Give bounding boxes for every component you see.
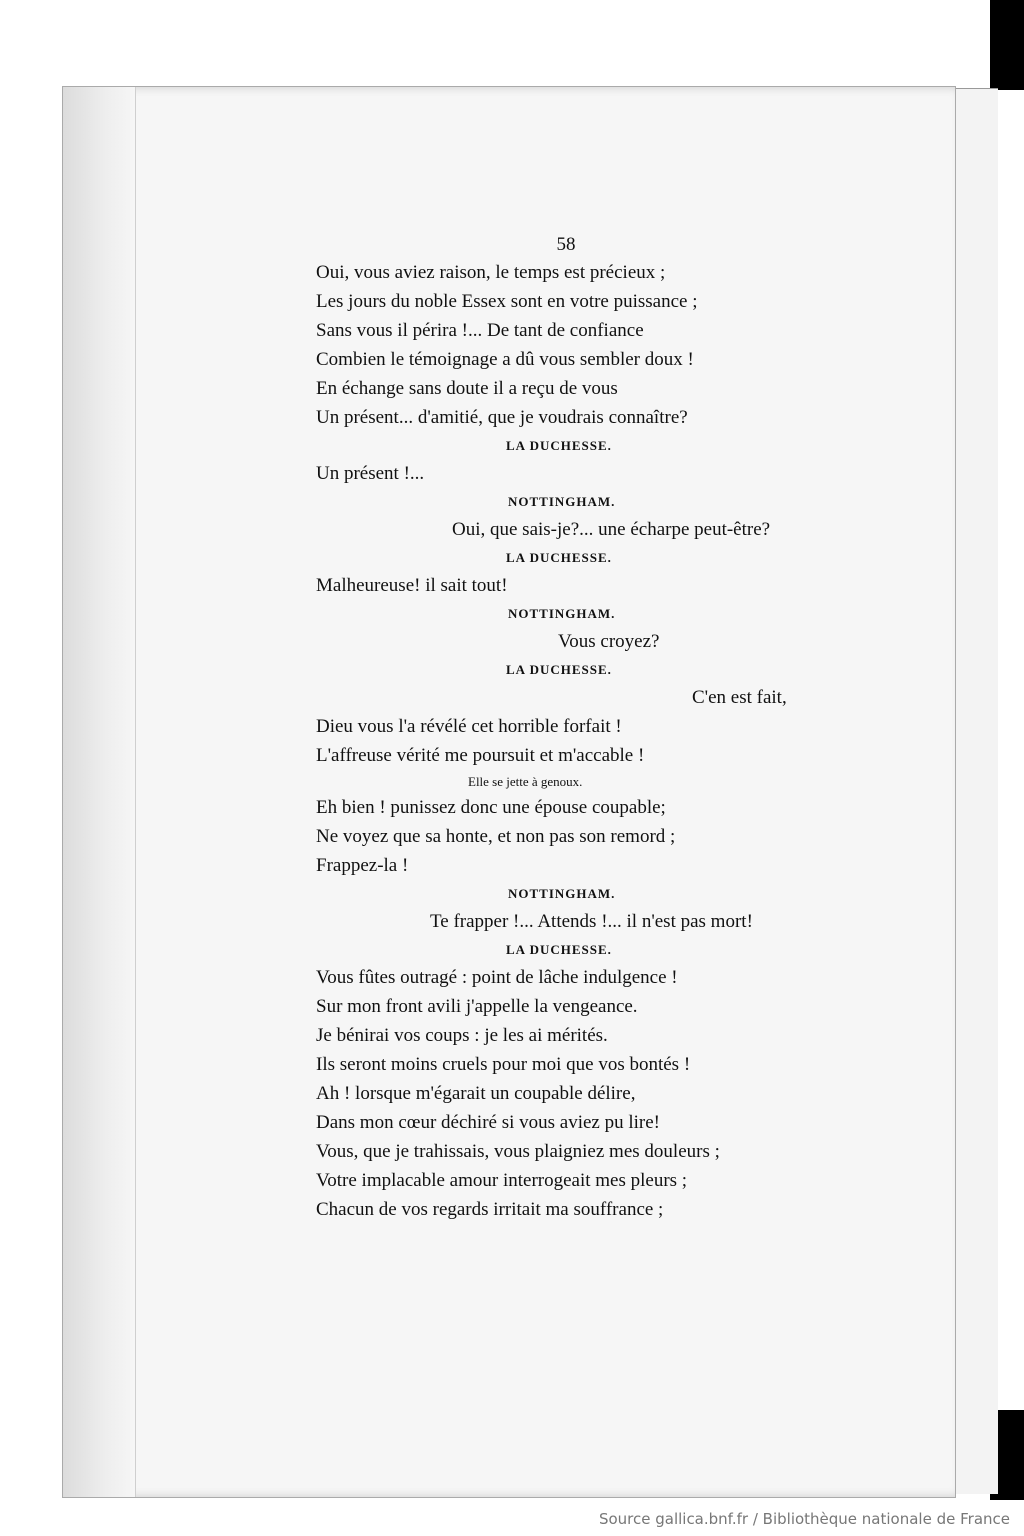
- verse-line: Frappez-la !: [316, 855, 409, 876]
- verse-line: Oui, vous aviez raison, le temps est précieux ;: [316, 262, 666, 283]
- verse-line: Dans mon cœur déchiré si vous aviez pu lire!: [316, 1112, 661, 1133]
- verse-line: Ils seront moins cruels pour moi que vos bontés !: [316, 1054, 691, 1075]
- verse-line: L'affreuse vérité me poursuit et m'accable !: [316, 745, 645, 766]
- verse-line: Un présent... d'amitié, que je voudrais connaître?: [316, 407, 688, 428]
- verse-line: Les jours du noble Essex sont en votre puissance ;: [316, 291, 698, 312]
- verse-line: Ah ! lorsque m'égarait un coupable délire,: [316, 1083, 636, 1104]
- verse-line: Sans vous il périra !... De tant de confiance: [316, 320, 644, 341]
- verse-line: Combien le témoignage a dû vous sembler doux !: [316, 349, 694, 370]
- verse-line: Malheureuse! il sait tout!: [316, 575, 508, 596]
- verse-line: Chacun de vos regards irritait ma souffrance ;: [316, 1199, 664, 1220]
- speaker-name: LA DUCHESSE.: [506, 942, 612, 957]
- speaker-name: LA DUCHESSE.: [506, 550, 612, 565]
- stage-direction: Elle se jette à genoux.: [468, 774, 583, 789]
- verse-line: Vous, que je trahissais, vous plaigniez mes douleurs ;: [316, 1141, 720, 1162]
- verse-line: Votre implacable amour interrogeait mes pleurs ;: [316, 1170, 688, 1191]
- verse-line: C'en est fait,: [692, 687, 787, 708]
- speaker-name: LA DUCHESSE.: [506, 438, 612, 453]
- verse-line: Vous fûtes outragé : point de lâche indulgence !: [316, 967, 678, 988]
- speaker-name: NOTTINGHAM.: [508, 494, 616, 509]
- verse-line: Ne voyez que sa honte, et non pas son remord ;: [316, 826, 676, 847]
- verse-line: Vous croyez?: [558, 631, 660, 652]
- verse-line: Oui, que sais-je?... une écharpe peut-être?: [452, 519, 771, 540]
- speaker-name: NOTTINGHAM.: [508, 606, 616, 621]
- page-number: 58: [556, 234, 576, 255]
- speaker-name: LA DUCHESSE.: [506, 662, 612, 677]
- verse-line: Sur mon front avili j'appelle la vengeance.: [316, 996, 638, 1017]
- verse-line: Eh bien ! punissez donc une épouse coupable;: [316, 797, 666, 818]
- verse-line: En échange sans doute il a reçu de vous: [316, 378, 618, 399]
- verse-line: Dieu vous l'a révélé cet horrible forfait !: [316, 716, 622, 737]
- verse-line: Je bénirai vos coups : je les ai mérités.: [316, 1025, 608, 1046]
- verse-line: Un présent !...: [316, 463, 425, 484]
- page-gutter: [63, 87, 136, 1497]
- scan-edge-bar-top: [990, 0, 1024, 90]
- source-credit: Source gallica.bnf.fr / Bibliothèque nationale de France: [598, 1510, 1010, 1528]
- speaker-name: NOTTINGHAM.: [508, 886, 616, 901]
- page-text: [316, 232, 876, 1224]
- verse-line: Te frapper !... Attends !... il n'est pas mort!: [430, 911, 753, 932]
